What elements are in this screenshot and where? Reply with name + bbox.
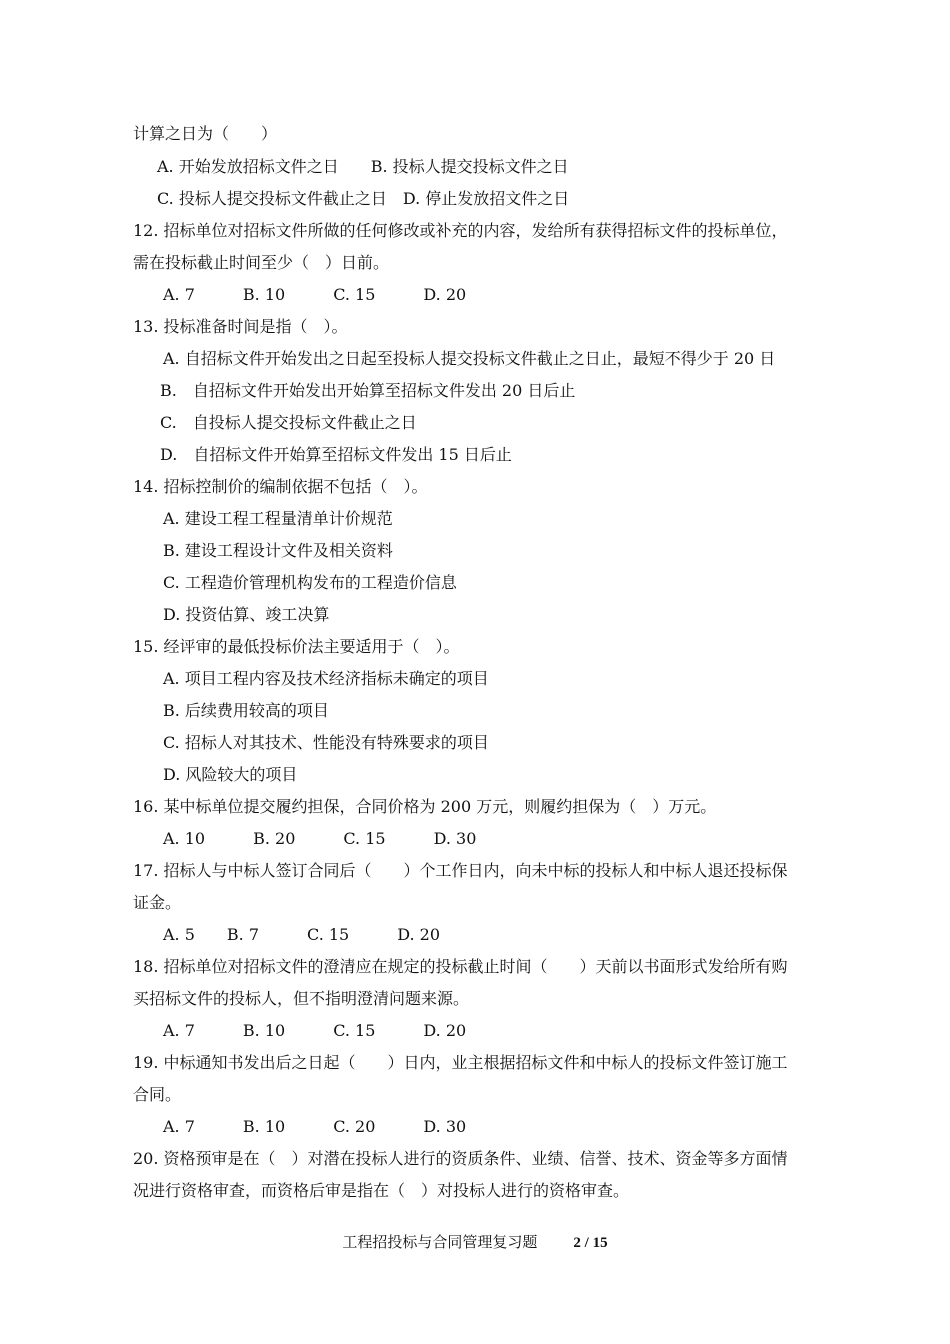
option-line: A. 5 B. 7 C. 15 D. 20 (163, 925, 441, 944)
question-line: 16. 某中标单位提交履约担保，合同价格为 200 万元，则履约担保为（ ）万元。 (133, 797, 717, 816)
question-line: 20. 资格预审是在（ ）对潜在投标人进行的资质条件、业绩、信誉、技术、资金等多方面情 (133, 1149, 788, 1168)
option-line: C. 工程造价管理机构发布的工程造价信息 (163, 573, 457, 592)
question-line: 12. 招标单位对招标文件所做的任何修改或补充的内容，发给所有获得招标文件的投标单位， (133, 221, 788, 240)
page-footer (0, 1232, 950, 1253)
option-line: A. 7 B. 10 C. 20 D. 30 (163, 1117, 467, 1136)
option-line: A. 建设工程工程量清单计价规范 (163, 509, 393, 528)
text-line: 计算之日为（ ） (133, 124, 278, 143)
option-line: B. 建设工程设计文件及相关资料 (163, 541, 393, 560)
option-line: A. 10 B. 20 C. 15 D. 30 (163, 829, 477, 848)
question-line: 19. 中标通知书发出后之日起（ ）日内，业主根据招标文件和中标人的投标文件签订施工 (133, 1053, 788, 1072)
text-line: 合同。 (133, 1085, 182, 1104)
option-line: D. 自招标文件开始算至招标文件发出 15 日后止 (160, 445, 512, 464)
question-line: 15. 经评审的最低投标价法主要适用于（ ）。 (133, 637, 460, 656)
footer-title: 工程招投标与合同管理复习题 (342, 1233, 538, 1251)
option-line: A. 7 B. 10 C. 15 D. 20 (163, 285, 467, 304)
option-line: C. 自投标人提交投标文件截止之日 (160, 413, 417, 432)
option-line: A. 自招标文件开始发出之日起至投标人提交投标文件截止之日止，最短不得少于 20 日 (163, 349, 776, 368)
option-line: A. 开始发放招标文件之日 B. 投标人提交投标文件之日 (157, 157, 569, 176)
page-number: 2 / 15 (573, 1235, 608, 1251)
option-line: D. 投资估算、竣工决算 (163, 605, 330, 624)
text-line: 证金。 (133, 893, 182, 912)
question-line: 18. 招标单位对招标文件的澄清应在规定的投标截止时间（ ）天前以书面形式发给所有购 (133, 957, 788, 976)
option-line: A. 7 B. 10 C. 15 D. 20 (163, 1021, 467, 1040)
text-line: 况进行资格审查，而资格后审是指在（ ）对投标人进行的资格审查。 (133, 1181, 630, 1200)
option-line: C. 招标人对其技术、性能没有特殊要求的项目 (163, 733, 489, 752)
question-line: 17. 招标人与中标人签订合同后（ ）个工作日内，向未中标的投标人和中标人退还投标保 (133, 861, 788, 880)
text-line: 买招标文件的投标人，但不指明澄清问题来源。 (133, 989, 470, 1008)
text-line: 需在投标截止时间至少（ ）日前。 (133, 253, 390, 272)
option-line: B. 自招标文件开始发出开始算至招标文件发出 20 日后止 (160, 381, 576, 400)
option-line: D. 风险较大的项目 (163, 765, 298, 784)
question-line: 13. 投标准备时间是指（ ）。 (133, 317, 348, 336)
question-line: 14. 招标控制价的编制依据不包括（ ）。 (133, 477, 428, 496)
option-line: C. 投标人提交投标文件截止之日 D. 停止发放招文件之日 (157, 189, 570, 208)
option-line: A. 项目工程内容及技术经济指标未确定的项目 (163, 669, 489, 688)
option-line: B. 后续费用较高的项目 (163, 701, 329, 720)
